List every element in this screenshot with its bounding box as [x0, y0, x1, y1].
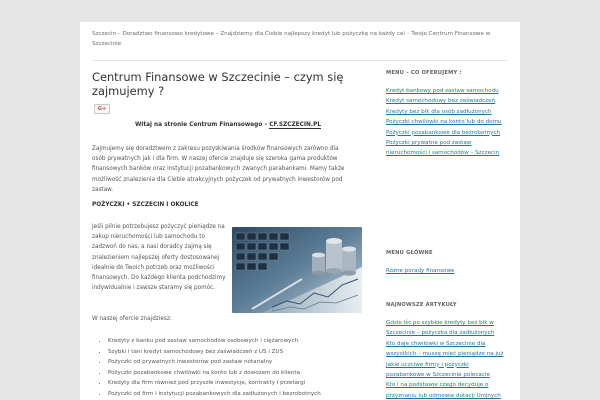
- page-container: [80, 22, 520, 400]
- finance-photo: [232, 227, 362, 313]
- sidebar-link[interactable]: Pożyczki chwilówki na konto lub do domu: [386, 119, 502, 126]
- list-item: • Szybki i tani kredyt samochodowy bez zaświadczeń z US i ZUS: [108, 347, 368, 358]
- sidebar-link[interactable]: Pożyczki pozabankowe dla bezrobotnych: [386, 129, 501, 136]
- sidebar-link[interactable]: Gdzie iść po szybkie kredyty bez bik w Szczecinie – pożyczka dla zadłużonych: [386, 320, 495, 337]
- widget-main-menu: [386, 250, 508, 276]
- sidebar-link[interactable]: Kredyty bez bik dla osób zadłużonych: [386, 108, 492, 115]
- list-item: • Pożyczki od firm i instytucji pozabankowych dla zadłużonych i bezrobotnych: [108, 389, 368, 400]
- widget-title-offer: MENU – CO OFERUJEMY :: [386, 70, 462, 76]
- list-item: • Kredyty z banku pod zastaw samochodów osobowych i ciężarowych: [108, 336, 368, 347]
- welcome-prefix: Witaj na stronie Centrum Finansowego –: [134, 122, 270, 128]
- widget-title-latest: NAJNOWSZE ARTYKUŁY: [386, 302, 457, 308]
- article-title[interactable]: Centrum Finansowe w Szczecinie – czym się zajmujemy ?: [92, 70, 344, 98]
- sidebar-link[interactable]: Kredyt bankowy pod zastaw samochodu: [386, 88, 499, 94]
- loans-heading: POŻYCZKI • SZCZECIN I OKOLICE: [92, 202, 199, 208]
- widget-offer-menu: [386, 70, 508, 159]
- sidebar-link[interactable]: Kto i na podstawie czego decyduje o przyznaniu lub odmowie dotacji Unijnych: [386, 382, 501, 399]
- sidebar-link[interactable]: Różne porady finansowe: [386, 268, 455, 274]
- offer-intro: W naszej ofercie znajdziesz:: [92, 316, 172, 322]
- coins-keyboard-image: [232, 227, 362, 313]
- intro-paragraph: Zajmujemy się doradztwem z zakresu pozyskiwania środków finansowych zarówno dla osób prywatnych jak i dla firm. W naszej ofercie znajduje się szeroka gama produktów finansowych banków oraz instytucji pozabankowych zwanych parabankami. Mamy także możliwość znalezienia dla Ciebie atrakcyjnych pożyczek od prywatnych inwestorów pod zastaw.: [92, 146, 345, 193]
- offer-list: [100, 336, 368, 400]
- sidebar-link[interactable]: Kto daje chwilówki w Szczecinie dla wszystkich – muszę mieć pieniądze na już: [386, 340, 504, 358]
- google-plus-button[interactable]: G+: [94, 104, 110, 114]
- header-divider: [92, 60, 508, 61]
- offer-links: [386, 86, 508, 159]
- sidebar-link[interactable]: Jakie uczciwe firmy i pożyczki pozabankowe w Szczecinie polecacie: [386, 361, 490, 379]
- site-title[interactable]: Szczecin – Doradztwo finansowo kredytowe – Znajdziemy dla Ciebie najlepszy kredyt lub pożyczkę na każdy cel – Twoje Centrum Finansowe w Szczecinie: [92, 31, 491, 47]
- widget-title-main: MENU GŁÓWNE: [386, 250, 433, 256]
- main-menu-links: [386, 266, 508, 276]
- latest-links: [386, 318, 508, 400]
- welcome-line: [92, 122, 364, 128]
- welcome-site-link[interactable]: CF.SZCZECIN.PL: [269, 122, 322, 128]
- list-item: • Kredyty dla firm również pod przyszłe inwestycje, kontrakty i przetargi: [108, 378, 368, 389]
- list-item: • Pożyczki pozabankowe chwilówki na konto lub z dowozem do klienta: [108, 368, 368, 379]
- list-item: • Pożyczki od prywatnych inwestorów pod zastaw notarialny: [108, 357, 368, 368]
- sidebar-link[interactable]: Kredyt samochodowy bez zaświadczeń: [386, 98, 496, 105]
- loans-paragraph: Jeśli pilnie potrzebujesz pożyczyć pieniądze na zakup nieruchomości lub samochodu to zadzwoń do nas, a nasi doradcy zajmą się znalezieniem najlepszej oferty dostosowanej idealnie do Twoich potrzeb oraz możliwości finansowych. Do każdego klienta podchodzimy indywidualnie i zawsze staramy się pomóc.: [92, 224, 226, 292]
- main-content: [92, 70, 364, 397]
- widget-latest-articles: [386, 302, 508, 400]
- sidebar-link[interactable]: Pożyczki prywatne pod zastaw nieruchomości i samochodów – Szczecin: [386, 140, 500, 157]
